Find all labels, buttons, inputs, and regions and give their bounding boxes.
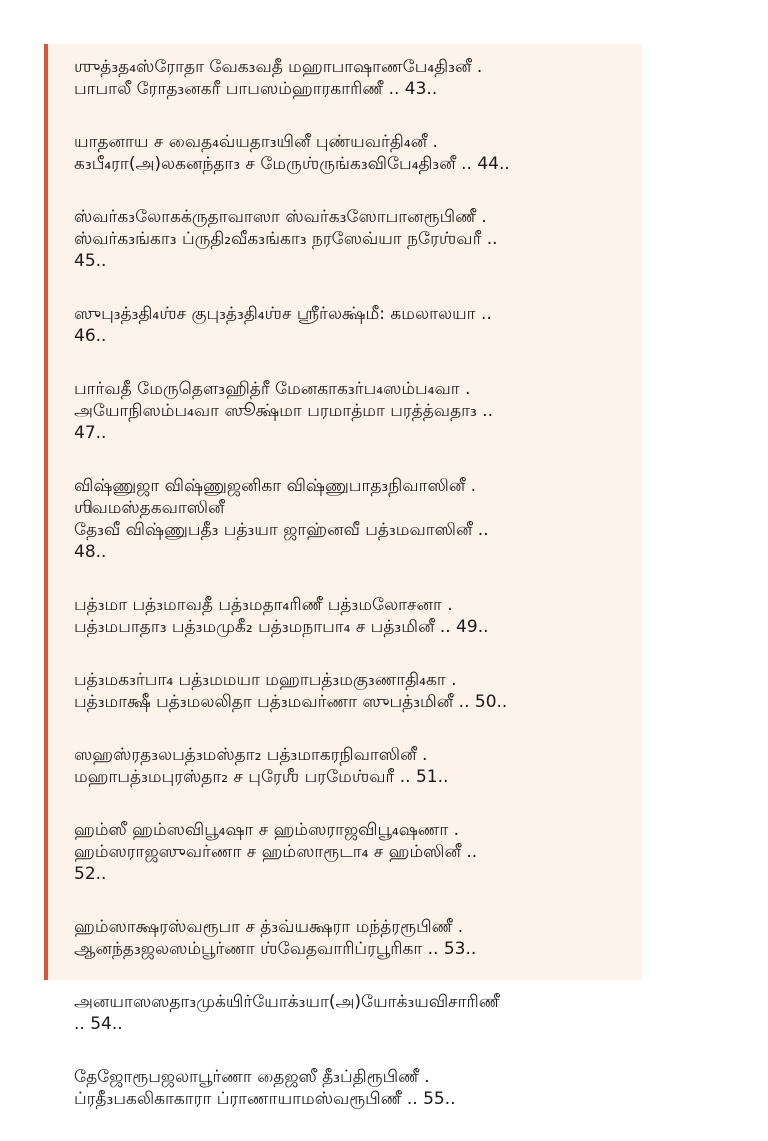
verse-line: ஸ்வர்க₃ங்கா₃ ப்ருதி₂வீக₃ங்கா₃ நரஸேவ்யா நரேஶ்வரீ ..: [74, 229, 498, 249]
verse-line: தே₃வீ விஷ்ணுபதீ₃ பத்₃யா ஜாஹ்னவீ பத்₃மவாஸினீ ..: [74, 520, 489, 540]
verse-block: [74, 669, 640, 713]
verse-line: பத்₃மாக்ஷீ பத்₃மலலிதா பத்₃மவர்ணா ஸுபத்₃மினீ .. 50..: [74, 692, 508, 712]
verse-line: ஸஹஸ்ரத₃லபத்₃மஸ்தா₂ பத்₃மாகரநிவாஸினீ .: [74, 745, 428, 765]
verse-block: [74, 1066, 640, 1110]
verse-line: 46..: [74, 326, 107, 346]
verse-block: [74, 131, 640, 175]
verse-line: பத்₃மா பத்₃மாவதீ பத்₃மதா₄ரிணீ பத்₃மலோசனா .: [74, 595, 453, 615]
verse-line: அயோநிஸம்ப₄வா ஸூக்ஷ்மா பரமாத்மா பரத்த்வதா₃ ..: [74, 401, 494, 421]
verse-block: [74, 378, 640, 444]
verse-line: ஆனந்த₃ஜலஸம்பூர்ணா ஶ்வேதவாரிப்ரபூரிகா .. 53..: [74, 939, 477, 959]
verse-line: ஶுத்₃த₄ஸ்ரோதா வேக₃வதீ மஹாபாஷாணபே₄தி₃னீ .: [74, 57, 483, 77]
verse-line: 45..: [74, 251, 107, 271]
verse-line: ஸுபு₃த்₃தி₄ஶ்ச குபு₃த்₃தி₄ஶ்ச ஶ்ரீர்லக்ஷ்மீ꞉ கமலாலயா ..: [74, 304, 492, 324]
verse-line: யாதனாய ச வைத₄வ்யதா₃யினீ புண்யவர்தி₄னீ .: [74, 132, 438, 152]
verse-line: அனயாஸஸதா₃முக்யிர்யோக்₃யா(அ)யோக்₃யவிசாரிணீ: [74, 992, 500, 1012]
verse-line: 47..: [74, 423, 107, 443]
verse-block: [74, 206, 640, 272]
verse-line: தேஜோரூபஜலாபூர்ணா தைஜஸீ தீ₃ப்திரூபிணீ .: [74, 1067, 430, 1087]
verse-line: ஶிவமஸ்தகவாஸினீ: [74, 498, 225, 518]
verse-block: [74, 56, 640, 100]
verse-block: [74, 594, 640, 638]
verse-block: [74, 744, 640, 788]
verse-block: [74, 819, 640, 885]
verse-line: ஹம்ஸாக்ஷரஸ்வரூபா ச த்₃வ்யக்ஷரா மந்த்ரரூபிணீ .: [74, 917, 464, 937]
verse-list: [74, 56, 640, 1141]
verse-block: [74, 303, 640, 347]
verse-line: .. 54..: [74, 1014, 123, 1034]
verse-line: பார்வதீ மேருதௌ₃ஹித்ரீ மேனகாக₃ர்ப₄ஸம்ப₄வா .: [74, 379, 471, 399]
verse-line: மஹாபத்₃மபுரஸ்தா₂ ச புரேஶீ பரமேஶ்வரீ .. 51..: [74, 767, 449, 787]
verse-line: ஹம்ஸீ ஹம்ஸவிபூ₄ஷா ச ஹம்ஸராஜவிபூ₄ஷணா .: [74, 820, 460, 840]
verse-line: பத்₃மக₃ர்பா₄ பத்₃மமயா மஹாபத்₃மகு₃ணாதி₄கா .: [74, 670, 457, 690]
verse-line: பத்₃மபாதா₃ பத்₃மமுகீ₂ பத்₃மநாபா₄ ச பத்₃மினீ .. 49..: [74, 617, 489, 637]
verse-line: க₃பீ₄ரா(அ)லகனந்தா₃ ச மேருஶ்ருங்க₃விபே₄தி₃னீ .. 44..: [74, 154, 510, 174]
verse-line: ஸ்வர்க₃லோகக்ருதாவாஸா ஸ்வர்க₃ஸோபானரூபிணீ .: [74, 207, 487, 227]
verse-block: [74, 475, 640, 563]
verse-line: 48..: [74, 542, 107, 562]
verse-line: விஷ்ணுஜா விஷ்ணுஜனிகா விஷ்ணுபாத₃நிவாஸினீ .: [74, 476, 477, 496]
verse-line: ஹம்ஸராஜஸுவர்ணா ச ஹம்ஸாரூடா₄ ச ஹம்ஸினீ ..: [74, 842, 478, 862]
verse-block: [74, 916, 640, 960]
verse-block: [74, 991, 640, 1035]
verse-line: ப்ரதீ₃பகலிகாகாரா ப்ராணாயாமஸ்வரூபிணீ .. 55..: [74, 1089, 456, 1109]
document-page: [44, 44, 642, 1109]
verse-line: பாபாலீ ரோத₃னகரீ பாபஸம்ஹாரகாரிணீ .. 43..: [74, 79, 438, 99]
verse-line: 52..: [74, 864, 107, 884]
